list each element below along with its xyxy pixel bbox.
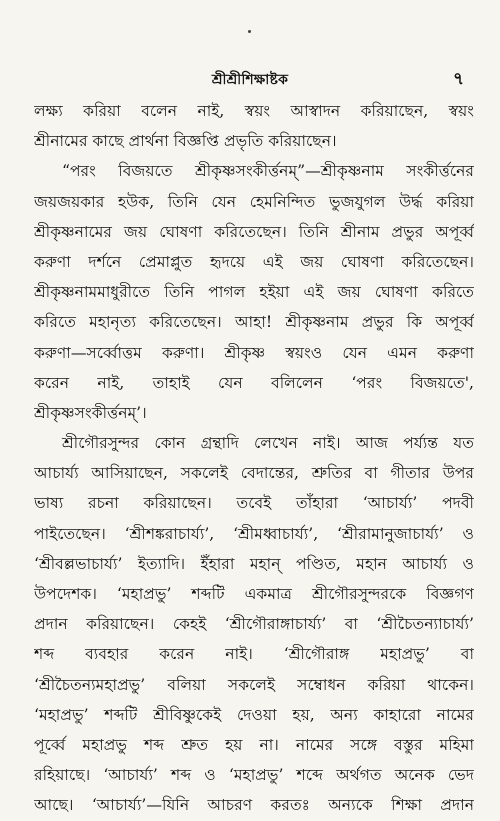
text-line: পাইতেছেন। ‘শ্রীশঙ্করাচার্য্য’, ‘শ্রীমধ্বাচার্য্য’, ‘শ্রীরামানুজাচার্য্য’ ও [34,524,474,543]
text-line: শ্রীকৃষ্ণনামমাধুরীতে তিনি পাগল হইয়া এই জয় ঘোষণা করিতে [34,283,474,302]
text-line: আচার্য্য আসিয়াছেন, সকলেই বেদান্তের, শ্রুতির বা গীতার উপর [34,464,474,483]
text-line: আছে। ‘আচার্য্য’—যিনি আচরণ করতঃ অন্যকে শিক্ষা প্রদান [34,796,474,815]
text-line: শ্রীনামের কাছে প্রার্থনা বিজ্ঞপ্তি প্রভৃতি করিয়াছেন। [34,132,337,151]
running-header [0,68,500,90]
text-line: শ্রীকৃষ্ণসংকীর্ত্তনম্’। [34,403,147,422]
text-line: করুণা—সর্ব্বোত্তম করুণা। শ্রীকৃষ্ণ স্বয়ংও যেন এমন করুণা [34,343,474,362]
text-line: প্রদান করিয়াছেন। কেহই ‘শ্রীগৌরাঙ্গাচার্য্য’ বা ‘শ্রীচৈতন্যাচার্য্য’ [34,615,474,634]
text-line: লক্ষ্য করিয়া বলেন নাই, স্বয়ং আস্বাদন করিয়াছেন, স্বয়ং [34,102,474,120]
text-line: ‘শ্রীচৈতন্যমহাপ্রভু’ বলিয়া সকলেই সম্বোধন করিয়া থাকেন। [34,675,474,694]
text-line: রহিয়াছে। ‘আচার্য্য’ শব্দ ও ‘মহাপ্রভু’ শব্দে অর্থগত অনেক ভেদ [34,766,474,785]
body-text [34,96,474,821]
text-line: জয়জয়কার হউক, তিনি যেন হেমনিন্দিত ভুজযুগল উর্দ্ধ করিয়া [34,192,474,211]
text-line: করেন নাই, তাহাই যেন বলিলেন ‘পরং বিজয়তে', [34,373,474,392]
text-line: ‘শ্রীবল্লভাচার্য্য’ ইত্যাদি। ইঁহারা মহান্ পণ্ডিত, মহান আচার্য্য ও [34,554,474,573]
text-line: পূর্ব্বে মহাপ্রভু শব্দ শ্রুত হয় না। নামের সঙ্গে বস্তুর মহিমা [34,735,474,754]
text-line: করুণা দর্শনে প্রেমাপ্লুত হৃদয়ে এই জয় ঘোষণা করিতেছেন। [34,252,474,271]
text-line: শব্দ ব্যবহার করেন নাই। ‘শ্রীগৌরাঙ্গ মহাপ্রভু’ বা [34,645,474,664]
text-line: ভাষ্য রচনা করিয়াছেন। তবেই তাঁহারা ‘আচার্য্য’ পদবী [34,494,474,513]
text-line: উপদেশক। ‘মহাপ্রভু’ শব্দটি একমাত্র শ্রীগৌরসুন্দরকে বিজ্ঞগণ [34,585,474,603]
page-speck [248,30,251,33]
text-line: করিতে মহানৃত্য করিতেছেন। আহা! শ্রীকৃষ্ণনাম প্রভুর কি অপূর্ব্ব [34,313,474,332]
text-line: শ্রীকৃষ্ণনামের জয় ঘোষণা করিতেছেন। তিনি শ্রীনাম প্রভুর অপূর্ব্ব [34,222,474,241]
page-number: ৭ [452,69,464,89]
running-title: শ্রীশ্রীশিক্ষাষ্টক [211,72,289,88]
text-line: “পরং বিজয়তে শ্রীকৃষ্ণসংকীর্ত্তনম্”—শ্রীকৃষ্ণনাম সংকীর্ত্তনের [62,162,474,181]
text-line: ‘মহাপ্রভু’ শব্দটি শ্রীবিষ্ণুকেই দেওয়া হয়, অন্য কাহারো নামের [34,705,474,724]
text-line: শ্রীগৌরসুন্দর কোন গ্রন্থাদি লেখেন নাই। আজ পর্য্যন্ত যত [62,434,474,453]
